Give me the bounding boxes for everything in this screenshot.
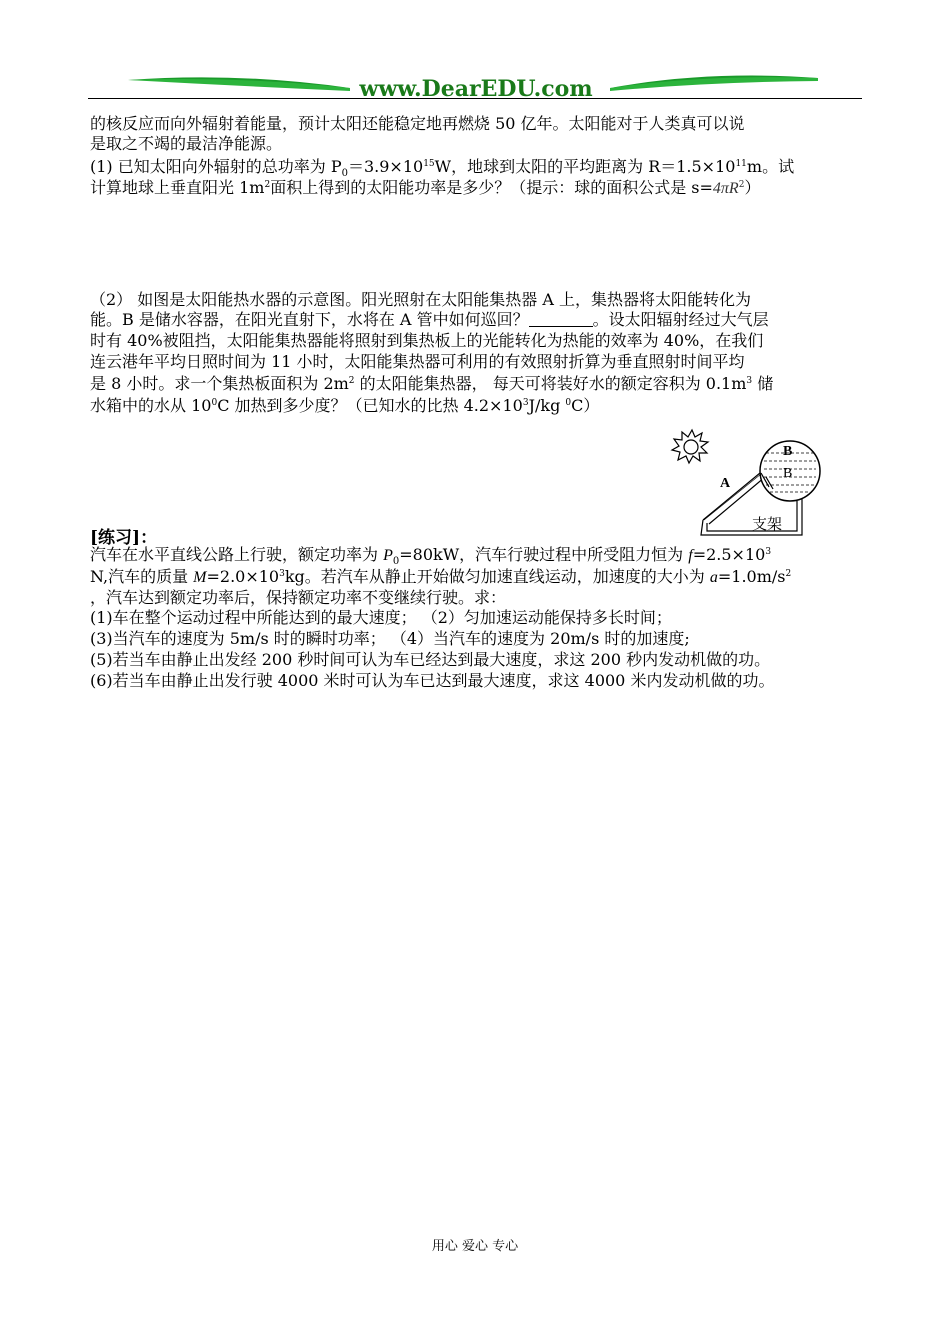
q1-line-1: (1) 已知太阳向外辐射的总功率为 $P_0=3.9\times 10^{15}W$，地球到太阳的平均距离为 $R=1.5\times 10^{11}m$。试 [90,157,795,180]
exercise-line-4: (1)车在整个运动过程中所能达到的最大速度； （2）匀加速运动能保持多长时间； [90,608,672,627]
intro-line-1: 的核反应而向外辐射着能量，预计太阳还能稳定地再燃烧 50 亿年。太阳能对于人类真可以说 [90,114,745,133]
exercise-line-7: (6)若当车由静止出发行驶 4000 米时可认为车已达到最大速度，求这 4000 米内发动机做的功。 [90,671,775,690]
exercise-line-2: N,汽车的质量 $M=2.0\times 10^3kg$。若汽车从静止开始做匀加速直线运动，加速度的大小为 $a=1.0m/s^2$ [90,567,792,586]
header-banner [88,66,862,106]
q2-line-6: 水箱中的水从 $10^0C$ 加热到多少度？（已知水的比热 $4.2\times 10^3J/kg$ $^0$C） [90,396,600,415]
area-formula: 4πR [712,180,739,197]
intro-line-2: 是取之不竭的最洁净能源。 [90,134,283,153]
label-stand: 支架 [752,515,783,533]
q2-line-5: 是 8 小时。求一个集热板面积为 $2m^2$ 的太阳能集热器， 每天可将装好水的额定容积为 $0.1m^3$ 储 [90,374,774,393]
q1-line-2: 计算地球上垂直阳光 $1m^2$面积上得到的太阳能功率是多少？（提示：球的面积公式是 $s=4\pi R^2$） [90,178,761,197]
q2-line-1: （2） 如图是太阳能热水器的示意图。阳光照射在太阳能集热器 A 上，集热器将太阳能转化为 [90,290,751,309]
label-b-top: B [783,444,793,459]
storage-tank-b [760,441,820,501]
exercise-heading: [练习]： [90,528,158,548]
footer-slogan: 用心 爱心 专心 [431,1239,519,1254]
exercise-line-1: 汽车在水平直线公路上行驶，额定功率为 $P_0=80kW$，汽车行驶过程中所受阻力恒为 $f=2.5\times 10^3$ [90,545,772,568]
solar-heater-figure [665,425,825,545]
q2-line-2: 能。B 是储水容器，在阳光直射下，水将在 A 管中如何巡回？ 。设太阳辐射经过大气层 [90,310,769,329]
exercise-line-3: ，汽车达到额定功率后，保持额定功率不变继续行驶。求： [90,588,507,607]
answer-blank[interactable] [529,312,593,327]
q2-line-3: 时有 40%被阻挡，太阳能集热器能将照射到集热板上的光能转化为热能的效率为 40%，在我们 [90,331,764,350]
label-b: B [783,466,793,481]
exercise-line-5: (3)当汽车的速度为 5m/s 时的瞬时功率； （4）当汽车的速度为 20m/s 时的加速度; [90,629,690,648]
header-rule [88,98,862,99]
exercise-line-6: (5)若当车由静止出发经 200 秒时间可认为车已经达到最大速度，求这 200 秒内发动机做的功。 [90,650,771,669]
label-a: A [720,476,731,491]
site-logo: www.DearEDU.com [359,76,593,102]
sun-icon [672,430,708,463]
q2-line-4: 连云港年平均日照时间为 11 小时，太阳能集热器可利用的有效照射折算为垂直照射时间平均 [90,352,745,371]
